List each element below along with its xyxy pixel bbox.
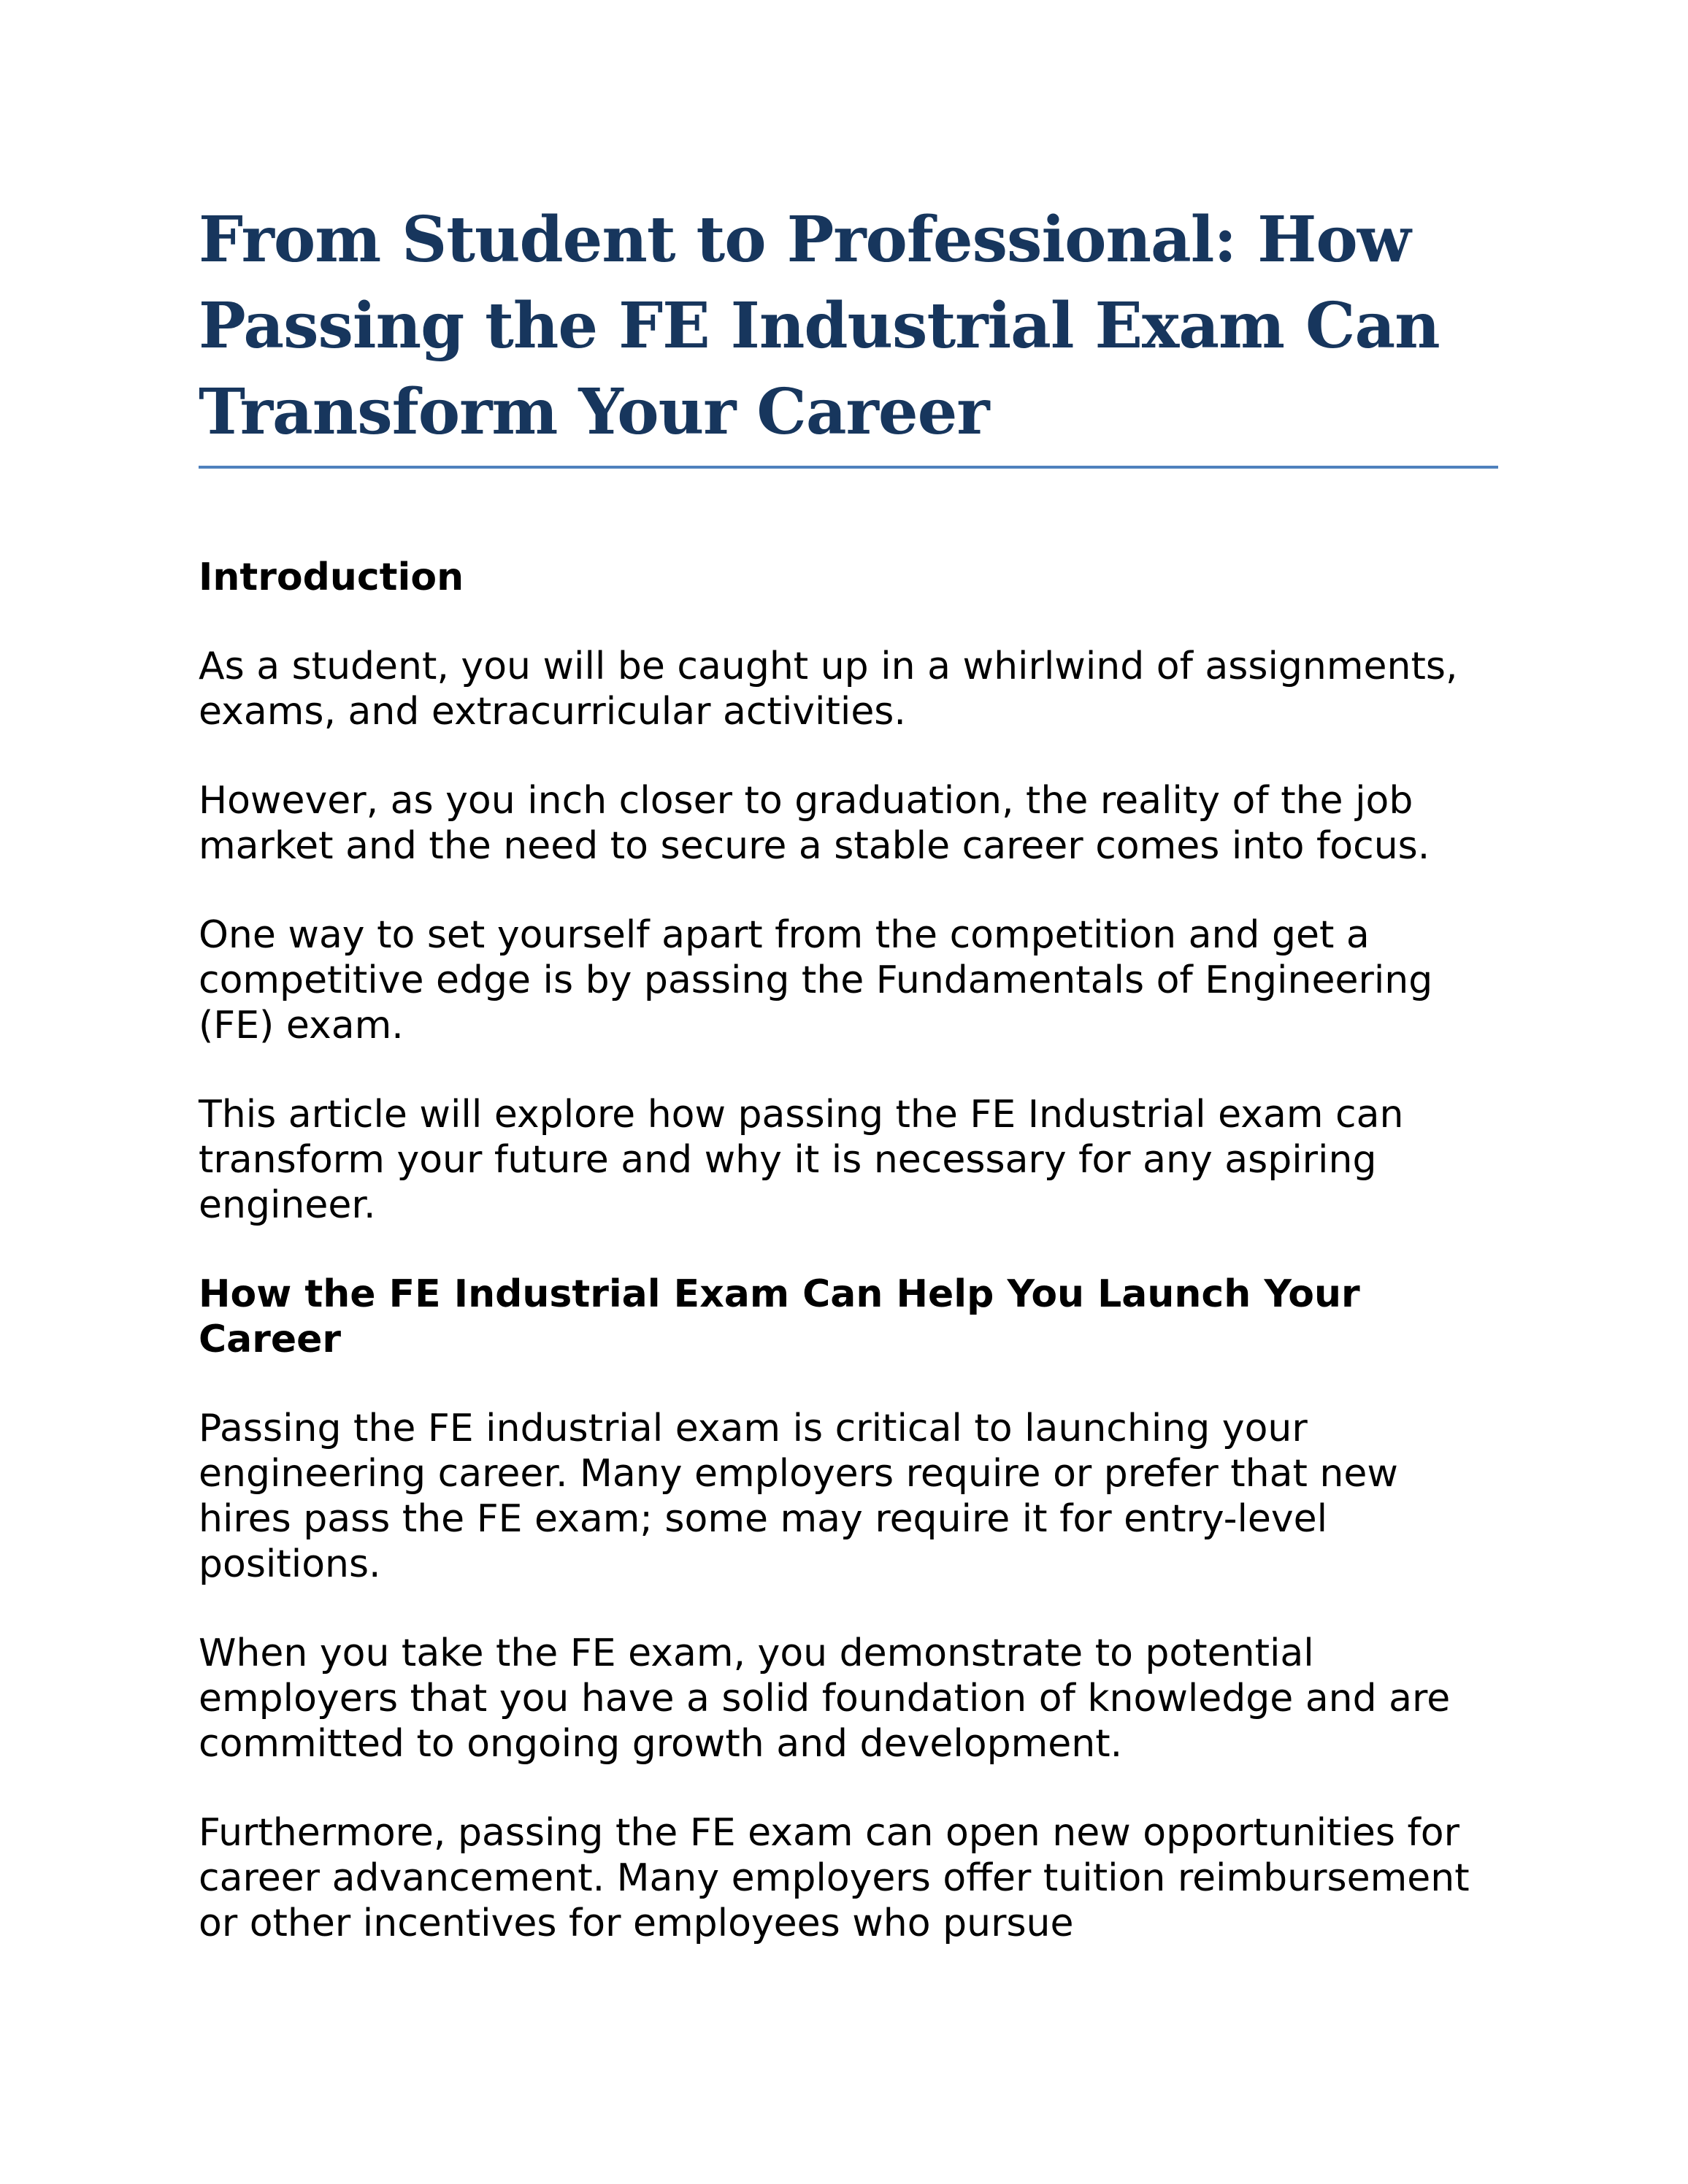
paragraph: Furthermore, passing the FE exam can open new opportunities for career advancement. Many employers offer tuition reimbursement or other incentives for employees who pursue bbox=[199, 1811, 1470, 1945]
document-title: From Student to Professional: How Passing the FE Industrial Exam Can Transform Your Career bbox=[199, 197, 1498, 469]
section-heading-launch-career: How the FE Industrial Exam Can Help You Launch Your Career bbox=[199, 1272, 1360, 1361]
section-heading-introduction: Introduction bbox=[199, 555, 464, 599]
paragraph: Passing the FE industrial exam is critical to launching your engineering career. Many employers require or prefer that new hires pass the FE exam; some may require it for entry-level positions. bbox=[199, 1407, 1398, 1586]
paragraph: This article will explore how passing the FE Industrial exam can transform your future and why it is necessary for any aspiring engineer. bbox=[199, 1093, 1404, 1227]
paragraph: However, as you inch closer to graduation, the reality of the job market and the need to secure a stable career comes into focus. bbox=[199, 779, 1430, 868]
document-body bbox=[199, 197, 1498, 1946]
paragraph: When you take the FE exam, you demonstrate to potential employers that you have a solid foundation of knowledge and are committed to ongoing growth and development. bbox=[199, 1631, 1451, 1766]
paragraph: As a student, you will be caught up in a whirlwind of assignments, exams, and extracurricular activities. bbox=[199, 645, 1458, 734]
paragraph: One way to set yourself apart from the competition and get a competitive edge is by passing the Fundamentals of Engineering (FE) exam. bbox=[199, 913, 1433, 1047]
